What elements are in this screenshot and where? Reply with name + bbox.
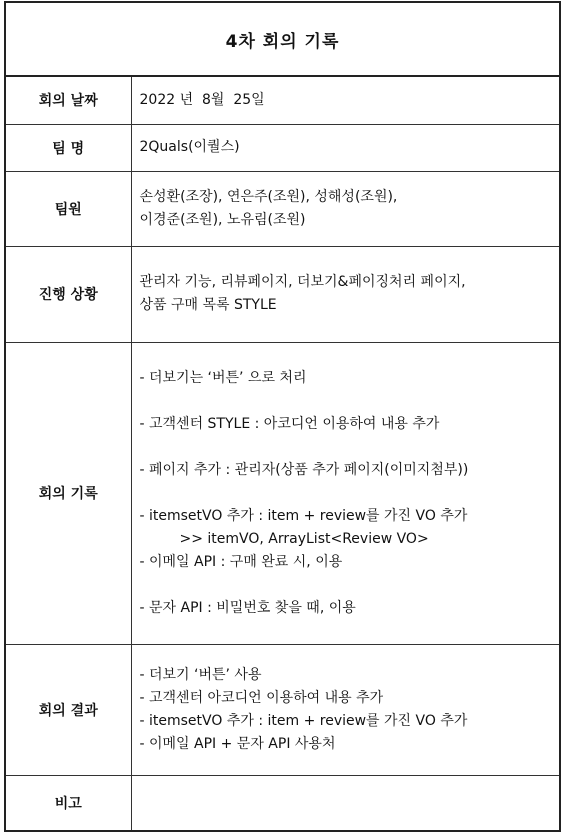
result-line: - 이메일 API + 문자 API 사용처 — [139, 735, 336, 752]
result-line: - 고객센터 아코디언 이용하여 내용 추가 — [139, 689, 384, 706]
progress-line: 관리자 기능, 리뷰페이지, 더보기&페이징처리 페이지, — [139, 274, 466, 290]
row-result — [5, 644, 560, 775]
minutes-line: - 문자 API : 비밀번호 찾을 때, 이용 — [139, 599, 356, 616]
team-name-value: 2Quals(이퀄스) — [131, 124, 560, 171]
document-title: 4차 회의 기록 — [5, 2, 560, 76]
meeting-record-table — [4, 1, 561, 832]
row-date — [5, 76, 560, 124]
minutes-label: 회의 기록 — [5, 342, 131, 644]
members-label: 팀원 — [5, 171, 131, 246]
minutes-line: - 더보기는 ‘버튼’ 으로 처리 — [139, 369, 307, 386]
date-label: 회의 날짜 — [5, 76, 131, 124]
row-team-name — [5, 124, 560, 171]
date-value: 2022 년 8월 25일 — [131, 76, 560, 124]
progress-value — [131, 246, 560, 342]
row-minutes — [5, 342, 560, 644]
minutes-line: - 페이지 추가 : 관리자(상품 추가 페이지(이미지첨부)) — [139, 461, 469, 478]
minutes-line: - itemsetVO 추가 : item + review를 가진 VO 추가 — [139, 507, 468, 524]
members-line: 이경준(조원), 노유림(조원) — [139, 211, 306, 228]
members-line: 손성환(조장), 연은주(조원), 성해성(조원), — [139, 188, 398, 205]
note-value — [131, 775, 560, 831]
minutes-value — [131, 342, 560, 644]
row-note — [5, 775, 560, 831]
result-value — [131, 644, 560, 775]
progress-label: 진행 상황 — [5, 246, 131, 342]
row-progress — [5, 246, 560, 342]
result-line: - 더보기 ‘버튼’ 사용 — [139, 666, 262, 683]
minutes-line-indented: >> itemVO, ArrayList<Review VO> — [179, 530, 429, 547]
row-members — [5, 171, 560, 246]
team-name-label: 팀 명 — [5, 124, 131, 171]
note-label: 비고 — [5, 775, 131, 831]
result-line: - itemsetVO 추가 : item + review를 가진 VO 추가 — [139, 712, 468, 729]
minutes-line: - 이메일 API : 구매 완료 시, 이용 — [139, 553, 343, 570]
result-label: 회의 결과 — [5, 644, 131, 775]
members-value — [131, 171, 560, 246]
progress-line: 상품 구매 목록 STYLE — [139, 297, 277, 313]
minutes-line: - 고객센터 STYLE : 아코디언 이용하여 내용 추가 — [139, 415, 440, 432]
